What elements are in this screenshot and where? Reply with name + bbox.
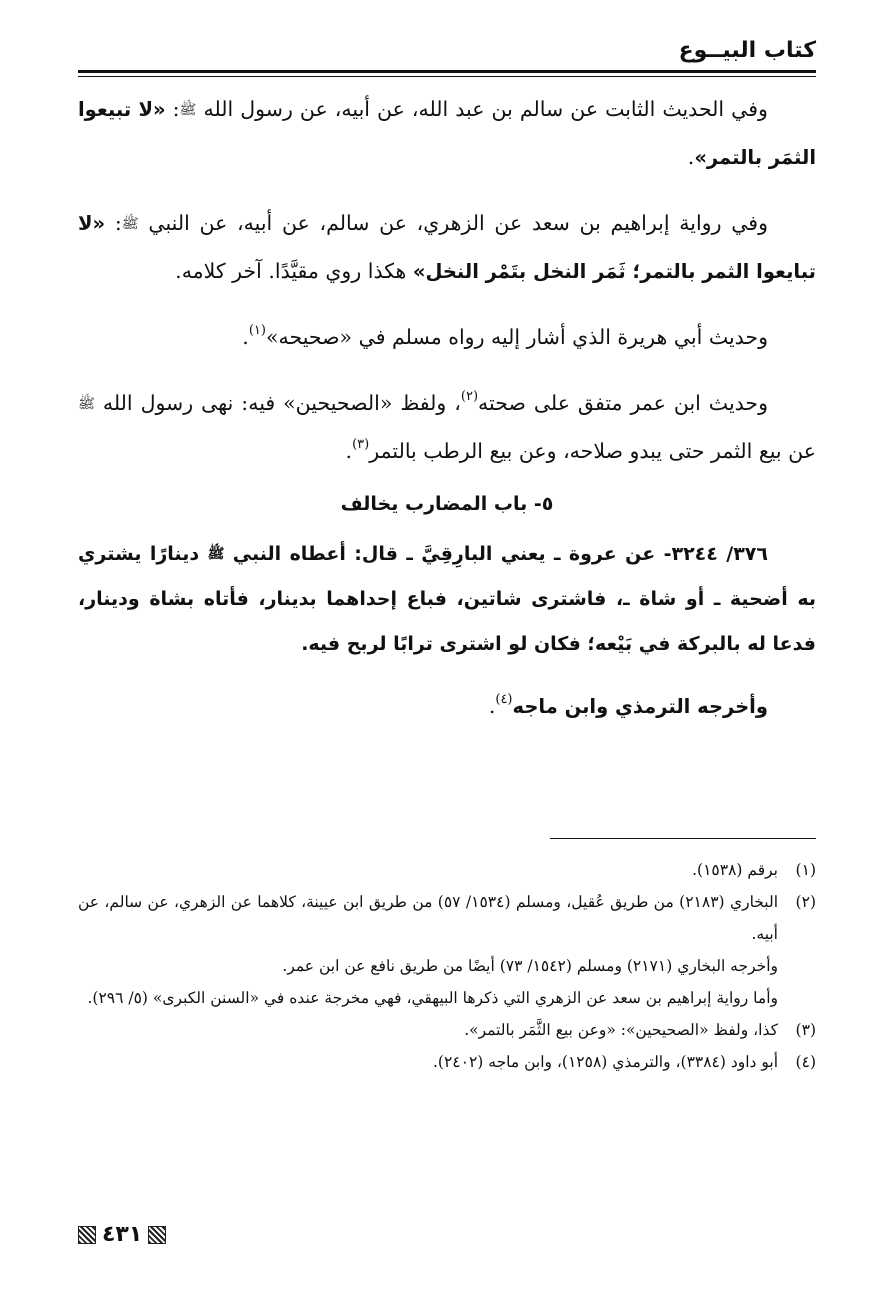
footnote-1: [78, 854, 816, 886]
punctuation: .: [687, 145, 695, 169]
hadith-text: ٣٧٦/ ٣٢٤٤- عن عروة ـ يعني البارِقِيَّ ـ قال: أعطاه النبي: [232, 543, 768, 565]
book-page: [78, 0, 816, 1290]
punctuation: :: [165, 97, 180, 121]
paragraph-salim-hadith: [78, 86, 816, 181]
paragraph-text: وفي رواية إبراهيم بن سعد عن الزهري، عن سالم، عن أبيه، عن النبي: [148, 211, 768, 235]
footnote-number: (١): [795, 861, 816, 879]
footnote-text: [78, 886, 778, 1014]
footnote-text: [78, 854, 778, 886]
paragraph-takhrij: [78, 683, 816, 730]
paragraph-ibn-umar: [78, 380, 816, 475]
punctuation: :: [105, 211, 122, 235]
paragraph-ibrahim-riwaya: [78, 200, 816, 295]
footnote-3: [78, 1014, 816, 1046]
salutation-glyph: ﷺ: [121, 216, 139, 232]
salutation-glyph: ﷺ: [78, 396, 95, 412]
footnote-text: [78, 1046, 778, 1078]
footnote-number: (٣): [795, 1021, 816, 1039]
paragraph-text: عن بيع الثمر حتى يبدو صلاحه، وعن بيع الرطب بالتمر: [369, 439, 816, 463]
paragraph-text: وفي الحديث الثابت عن سالم بن عبد الله، عن أبيه، عن رسول الله: [203, 97, 768, 121]
footnote-text: [78, 1014, 778, 1046]
punctuation: .: [488, 694, 496, 718]
footnote-separator: [550, 838, 816, 839]
footnote-ref[interactable]: (٣): [352, 437, 370, 453]
running-head: كتاب البيــوع: [678, 38, 816, 63]
footnote-line: وأما رواية إبراهيم بن سعد عن الزهري التي ذكرها البيهقي، فهي مخرجة عنده في «السنن الكبرى» (٥/ ٢٩٦).: [87, 989, 778, 1007]
ornament-icon: [78, 1226, 96, 1244]
chapter-heading: ٥- باب المضارب يخالف: [340, 493, 554, 515]
footnote-line: وأخرجه البخاري (٢١٧١) ومسلم (١٥٤٢/ ٧٣) أيضًا من طريق نافع عن ابن عمر.: [282, 957, 778, 975]
footnote-ref[interactable]: (٢): [460, 389, 479, 405]
footnotes: [78, 854, 816, 1078]
header-rule-thin: [78, 76, 816, 77]
salutation-glyph: ﷺ: [179, 102, 197, 118]
paragraph-text: هكذا روي مقيَّدًا. آخر كلامه.: [175, 259, 413, 283]
page-number: ٤٣١: [102, 1222, 143, 1247]
paragraph-text: وحديث ابن عمر متفق على صحته: [478, 391, 768, 415]
punctuation: .: [242, 325, 249, 349]
paragraph-text: ، ولفظ «الصحيحين» فيه: نهى رسول الله: [102, 391, 461, 415]
footnote-line: أبو داود (٣٣٨٤)، والترمذي (١٢٥٨)، وابن ماجه (٢٤٠٢).: [432, 1053, 778, 1071]
paragraph-text: وأخرجه الترمذي وابن ماجه: [512, 695, 768, 718]
header-rule-thick: [78, 70, 816, 73]
footnote-line: كذا، ولفظ «الصحيحين»: «وعن بيع الثَّمَر بالتمر».: [464, 1021, 778, 1039]
footnote-4: [78, 1046, 816, 1078]
hadith-text: دينارًا يشتري به أضحية ـ أو شاة ـ، فاشترى شاتين، فباع إحداهما بدينار، فأتاه بشاة ودينار، فدعا له بالبركة في بَيْعه؛ فكان لو اشترى ترابًا لربح فيه.: [78, 543, 816, 655]
ornament-icon: [148, 1226, 166, 1244]
main-text: [78, 86, 816, 738]
hadith-quote: «لا تبيعوا الثمَر بالتمر»: [78, 98, 816, 169]
salutation-glyph: ﷺ: [207, 546, 225, 562]
paragraph-abu-hurayra: [78, 314, 816, 361]
footnote-line: برقم (١٥٣٨).: [692, 861, 778, 879]
hadith-urwa: [78, 532, 816, 667]
punctuation: .: [345, 439, 353, 463]
footnote-number: (٤): [795, 1053, 816, 1071]
page-number-block: [78, 1222, 166, 1247]
paragraph-text: وحديث أبي هريرة الذي أشار إليه رواه مسلم في «صحيحه»: [265, 325, 768, 349]
footnote-2: [78, 886, 816, 1014]
hadith-quote: «لا تبايعوا الثمر بالتمر؛ ثَمَر النخل بتَمْر النخل»: [78, 212, 816, 283]
footnote-ref[interactable]: (١): [248, 323, 266, 339]
footnote-line: البخاري (٢١٨٣) من طريق عُقيل، ومسلم (١٥٣٤/ ٥٧) من طريق ابن عيينة، كلاهما عن الزهري، عن سالم، عن أبيه.: [78, 893, 779, 943]
footnote-ref[interactable]: (٤): [495, 692, 513, 708]
footnote-number: (٢): [795, 893, 816, 911]
